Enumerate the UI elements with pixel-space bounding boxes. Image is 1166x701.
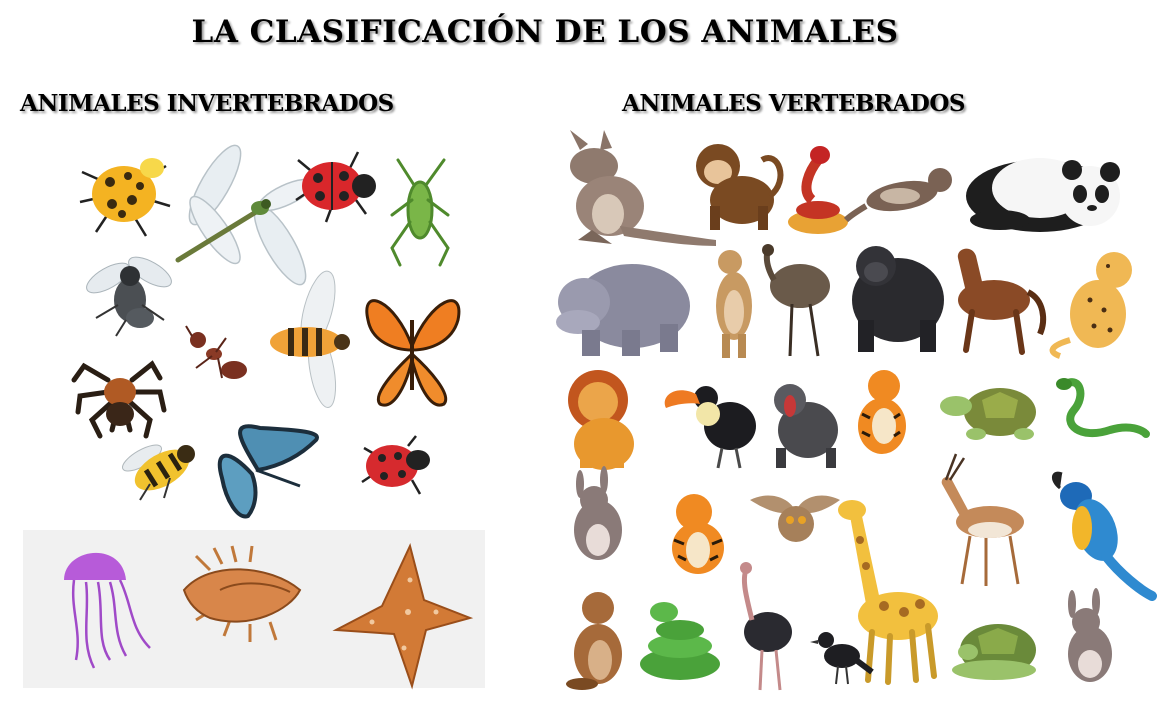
grasshopper-icon — [392, 160, 448, 265]
toucan-icon — [665, 386, 756, 468]
otter-icon — [846, 168, 952, 220]
seashell-icon — [184, 546, 300, 642]
ladybug-yellow-icon — [80, 158, 170, 236]
ladybug-red-small-icon — [362, 436, 430, 494]
monkey-icon — [696, 144, 780, 230]
meerkat-icon — [716, 250, 752, 358]
butterfly-orange-icon — [367, 301, 459, 405]
snake-green-coiled-icon — [640, 602, 720, 680]
starfish-icon — [336, 546, 470, 686]
horse-icon — [958, 249, 1043, 352]
mandrill-icon — [774, 384, 838, 468]
butterfly-blue-icon — [220, 426, 317, 516]
jellyfish-icon — [64, 553, 150, 668]
cheetah-icon — [1053, 252, 1132, 356]
dragonfly-icon — [178, 139, 317, 291]
crow-icon — [810, 632, 872, 684]
spider-icon — [74, 364, 164, 436]
snake-green-icon — [1056, 378, 1146, 434]
parrot-icon — [1053, 473, 1152, 596]
lion-icon — [568, 370, 634, 470]
kangaroo-icon — [570, 130, 716, 246]
panda-icon — [966, 158, 1120, 232]
ant-icon — [186, 326, 247, 379]
gazelle-icon — [942, 454, 1024, 586]
vertebrates-heading: ANIMALES VERTEBRADOS — [622, 90, 965, 117]
invertebrates-heading: ANIMALES INVERTEBRADOS — [20, 90, 394, 117]
tiger-sitting-icon — [858, 370, 906, 454]
hippo-icon — [556, 264, 690, 356]
owl-icon — [750, 496, 840, 542]
beaver-icon — [566, 592, 622, 690]
page-title: LA CLASIFICACIÓN DE LOS ANIMALES — [191, 14, 899, 50]
turtle-icon — [940, 388, 1036, 440]
ladybug-red-icon — [296, 152, 376, 222]
tiger-icon — [672, 494, 724, 574]
wasp-icon — [119, 440, 196, 500]
fly-icon — [82, 251, 176, 336]
bee-icon — [270, 268, 350, 410]
rabbit-icon — [574, 466, 622, 560]
gorilla-icon — [852, 246, 944, 352]
emu-icon — [762, 244, 830, 356]
tortoise-icon — [952, 624, 1036, 680]
rabbit-small-icon — [1068, 588, 1112, 682]
ostrich-icon — [740, 562, 792, 690]
snake-red-icon — [788, 146, 848, 234]
